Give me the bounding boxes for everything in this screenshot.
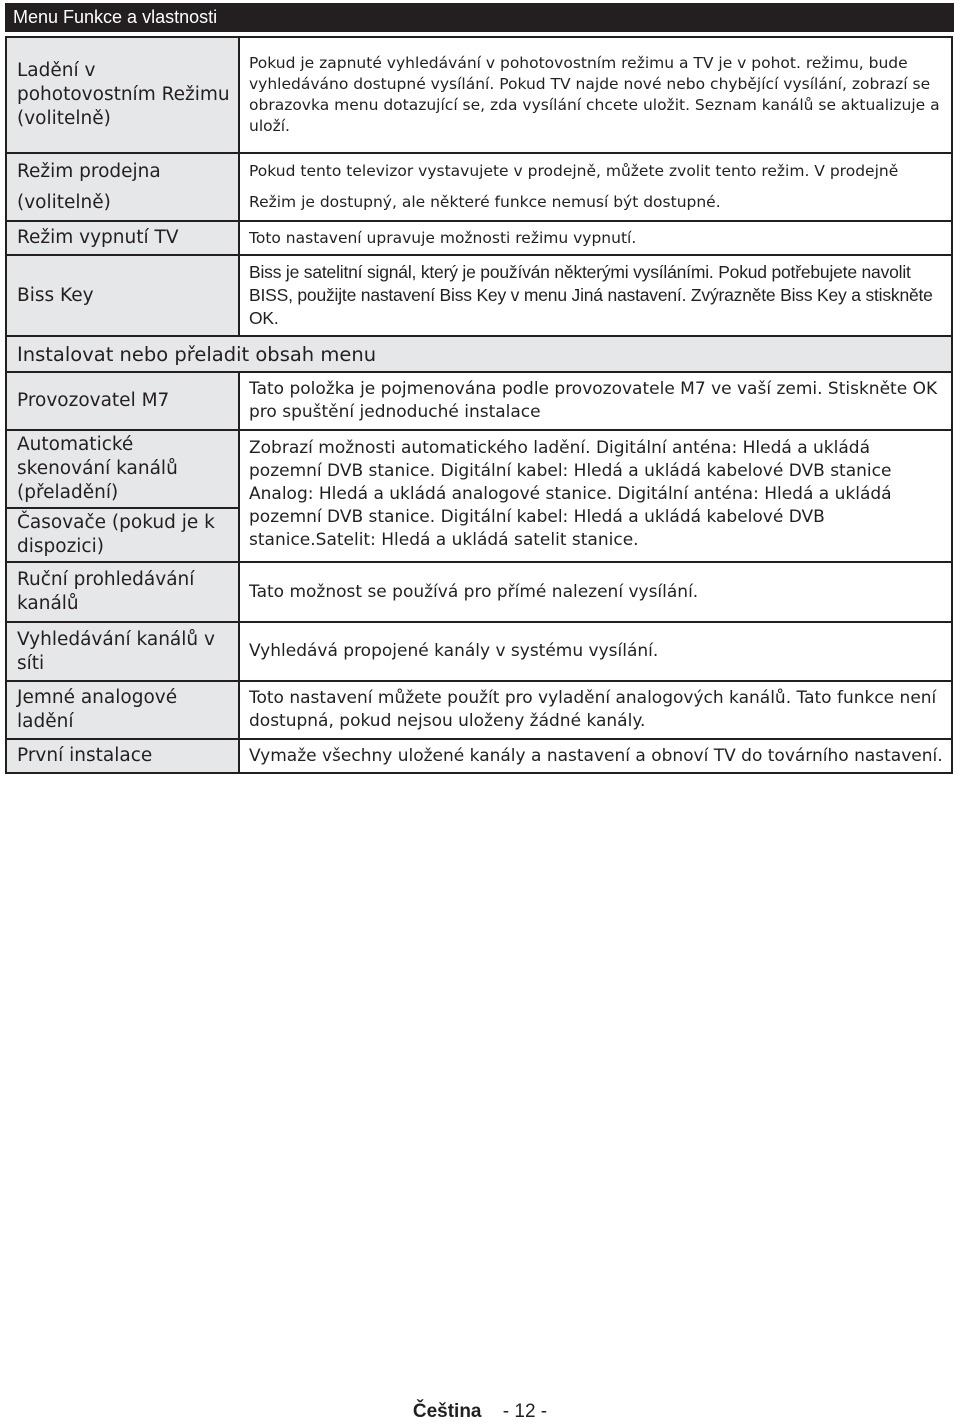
page-header: [5, 3, 954, 32]
row-label: Automatické skenování kanálů (přeladění): [6, 430, 239, 508]
footer-page-number: - 12 -: [502, 1401, 548, 1422]
table-row: [6, 430, 952, 508]
table-row: [6, 622, 952, 681]
row-label: Ruční prohledávání kanálů: [6, 562, 239, 622]
row-description: Vymaže všechny uložené kanály a nastavení a obnoví TV do továrního nastavení.: [239, 739, 952, 773]
row-description: Tato možnost se používá pro přímé nalezení vysílání.: [239, 562, 952, 622]
section-title: Instalovat nebo přeladit obsah menu: [6, 336, 952, 372]
row-description: Tato položka je pojmenována podle provozovatele M7 ve vaší zemi. Stiskněte OK pro spuštění jednoduché instalace: [239, 372, 952, 430]
table-row: [6, 739, 952, 773]
section-row: [6, 336, 952, 372]
row-description: Pokud je zapnuté vyhledávání v pohotovostním režimu a TV je v pohot. režimu, bude vyhledáváno dostupné vysílání. Pokud TV najde nové nebo chybějící vysílání, zobrazí se obrazovka menu dotazující se, zda vysílání chcete uložit. Seznam kanálů se aktualizuje a uloží.: [239, 37, 952, 153]
table-row: [6, 221, 952, 255]
row-label: Jemné analogové ladění: [6, 681, 239, 739]
table-row: [6, 153, 952, 221]
table-row: [6, 372, 952, 430]
row-label: První instalace: [6, 739, 239, 773]
header-title: Menu Funkce a vlastnosti: [13, 7, 218, 27]
row-label: Vyhledávání kanálů v síti: [6, 622, 239, 681]
row-label: Provozovatel M7: [6, 372, 239, 430]
row-label: Časovače (pokud je k dispozici): [6, 508, 239, 562]
table-row: [6, 681, 952, 739]
table-row: [6, 562, 952, 622]
menu-features-table: [5, 36, 953, 774]
row-description: Zobrazí možnosti automatického ladění. Digitální anténa: Hledá a ukládá pozemní DVB stanice. Digitální kabel: Hledá a ukládá kabelové DVB stanice Analog: Hledá a ukládá analogové stanice. Digitální anténa: Hledá a ukládá pozemní DVB stanice. Digitální kabel: Hledá a ukládá kabelové DVB stanice.Satelit: Hledá a ukládá satelit stanice.: [239, 430, 952, 562]
row-description: Toto nastavení upravuje možnosti režimu vypnutí.: [239, 221, 952, 255]
row-description: Vyhledává propojené kanály v systému vysílání.: [239, 622, 952, 681]
page-footer: [0, 1401, 960, 1423]
row-label: Režim vypnutí TV: [6, 221, 239, 255]
row-description: Pokud tento televizor vystavujete v prodejně, můžete zvolit tento režim. V prodejně Režim je dostupný, ale některé funkce nemusí být dostupné.: [239, 153, 952, 221]
row-label: Ladění v pohotovostním Režimu (volitelně): [6, 37, 239, 153]
row-description: Biss je satelitní signál, který je používán některými vysíláními. Pokud potřebujete navolit BISS, použijte nastavení Biss Key v menu Jiná nastavení. Zvýrazněte Biss Key a stiskněte OK.: [239, 255, 952, 336]
table-row: [6, 255, 952, 336]
row-description: Toto nastavení můžete použít pro vyladění analogových kanálů. Tato funkce není dostupná, pokud nejsou uloženy žádné kanály.: [239, 681, 952, 739]
row-label: Režim prodejna (volitelně): [6, 153, 239, 221]
footer-language: Čeština: [412, 1401, 482, 1422]
table-row: [6, 37, 952, 153]
row-label: Biss Key: [6, 255, 239, 336]
